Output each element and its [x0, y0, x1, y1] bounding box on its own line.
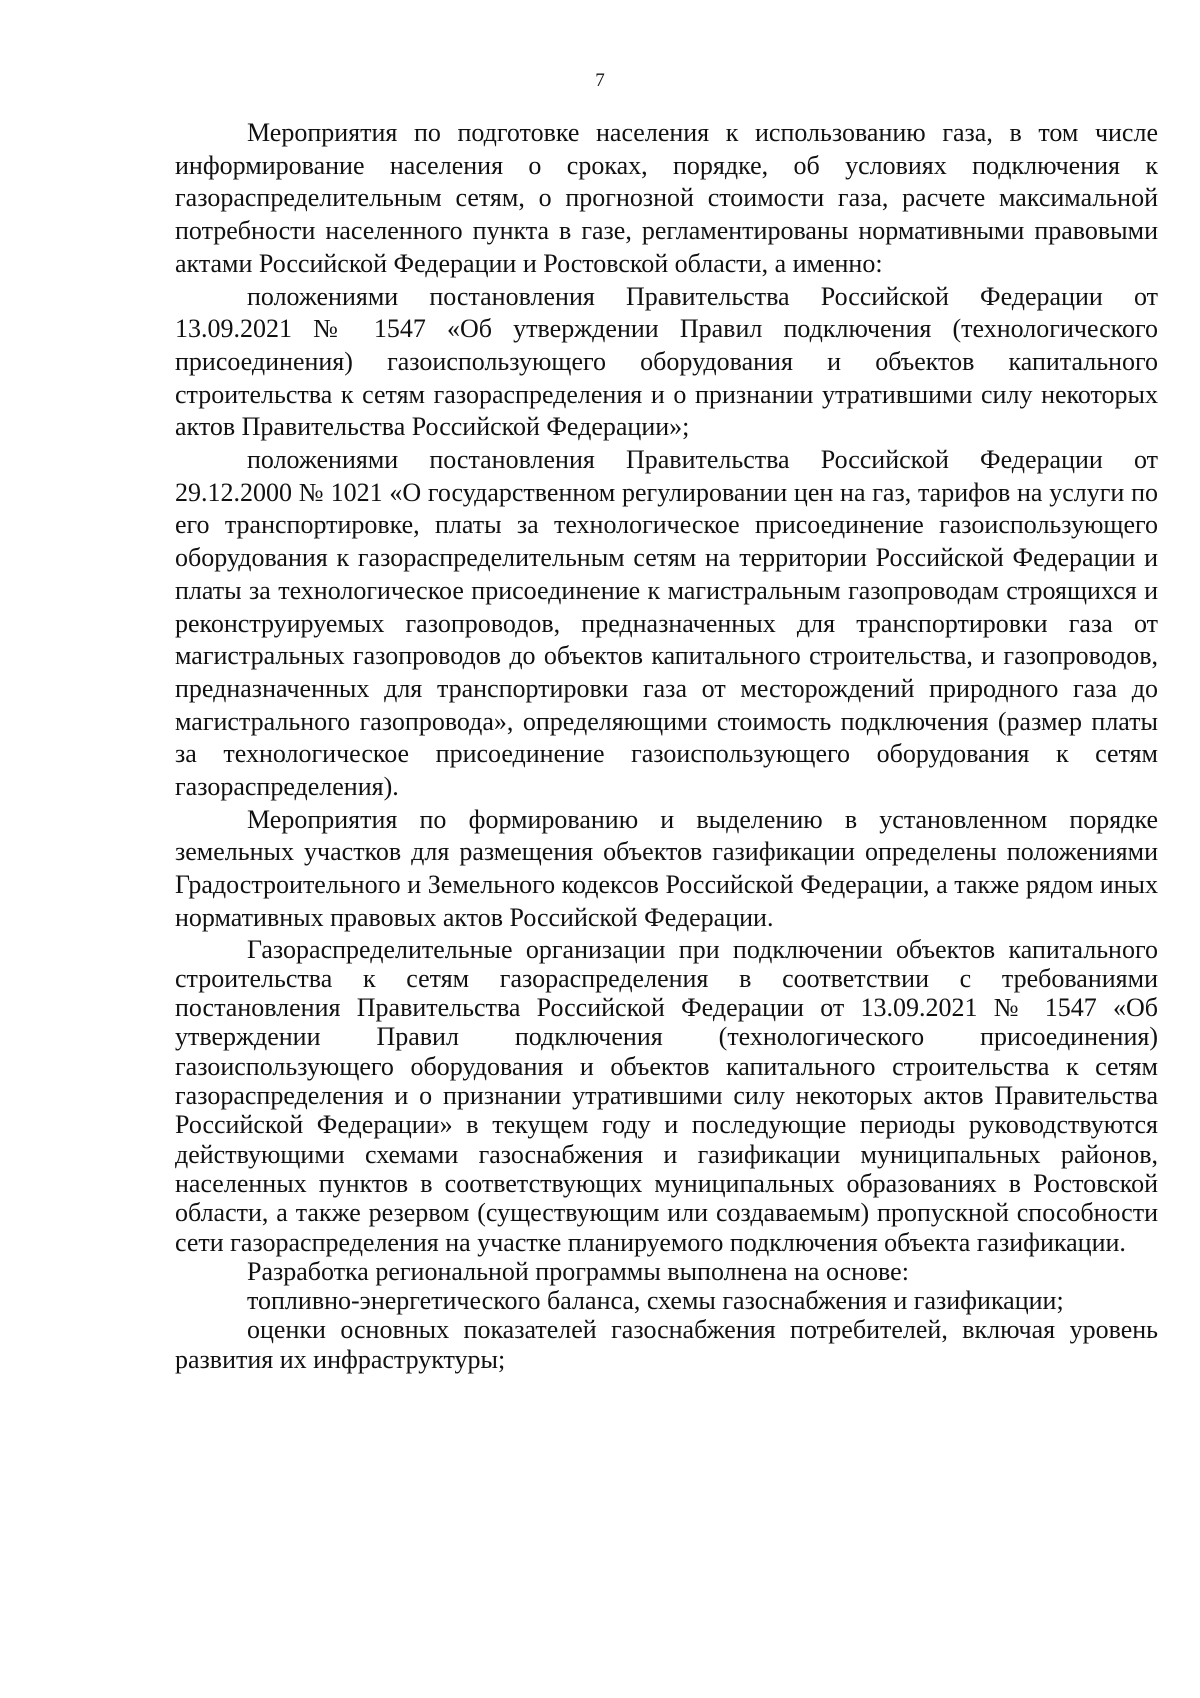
- paragraph-decree-1547: положениями постановления Правительства Российской Федерации от 13.09.2021 № 1547 «Об утверждении Правил подключения (технологического присоединения) газоиспользующего оборудования и объектов капитального строительства к сетям газораспределения и о признании утратившими силу некоторых актов Правительства Российской Федерации»;: [175, 281, 1158, 442]
- paragraph-decree-1021: положениями постановления Правительства Российской Федерации от 29.12.2000 № 1021 «О государственном регулировании цен на газ, тарифов на услуги по его транспортировке, платы за технологическое присоединение газоиспользующего оборудования к газораспределительным сетям на территории Российской Федерации и платы за технологическое присоединение к магистральным газопроводам строящихся и реконструируемых газопроводов, предназначенных для транспортировки газа от магистральных газопроводов до объектов капитального строительства, и газопроводов, предназначенных для транспортировки газа от месторождений природного газа до магистрального газопровода», определяющими стоимость подключения (размер платы за технологическое присоединение газоиспользующего оборудования к сетям газораспределения).: [175, 445, 1158, 802]
- paragraph-supply-indicators: оценки основных показателей газоснабжения потребителей, включая уровень развития их инфраструктуры;: [175, 1315, 1158, 1374]
- paragraph-gas-distribution-orgs: Газораспределительные организации при подключении объектов капитального строительства к сетям газораспределения в соответствии с требованиями постановления Правительства Российской Федерации от 13.09.2021 № 1547 «Об утверждении Правил подключения (технологического присоединения) газоиспользующего оборудования и объектов капитального строительства к сетям газораспределения и о признании утратившими силу некоторых актов Правительства Российской Федерации» в текущем году и последующие периоды руководствуются действующими схемами газоснабжения и газификации муниципальных районов, населенных пунктов в соответствующих муниципальных образованиях в Ростовской области, а также резервом (существующим или создаваемым) пропускной способности сети газораспределения на участке планируемого подключения объекта газификации.: [175, 934, 1158, 1257]
- document-body: [175, 117, 1158, 1374]
- paragraph-fuel-energy-balance: топливно-энергетического баланса, схемы газоснабжения и газификации;: [247, 1286, 1064, 1316]
- paragraph-gas-preparation: Мероприятия по подготовке населения к использованию газа, в том числе информирование населения о сроках, порядке, об условиях подключения к газораспределительным сетям, о прогнозной стоимости газа, расчете максимальной потребности населенного пункта в газе, регламентированы нормативными правовыми актами Российской Федерации и Ростовской области, а именно:: [175, 118, 1158, 278]
- page-number: 7: [595, 70, 605, 91]
- paragraph-program-basis: Разработка региональной программы выполнена на основе:: [247, 1256, 909, 1286]
- paragraph-land-plots: Мероприятия по формированию и выделению в установленном порядке земельных участков для размещения объектов газификации определены положениями Градостроительного и Земельного кодексов Российской Федерации, а также рядом иных нормативных правовых актов Российской Федерации.: [175, 804, 1158, 932]
